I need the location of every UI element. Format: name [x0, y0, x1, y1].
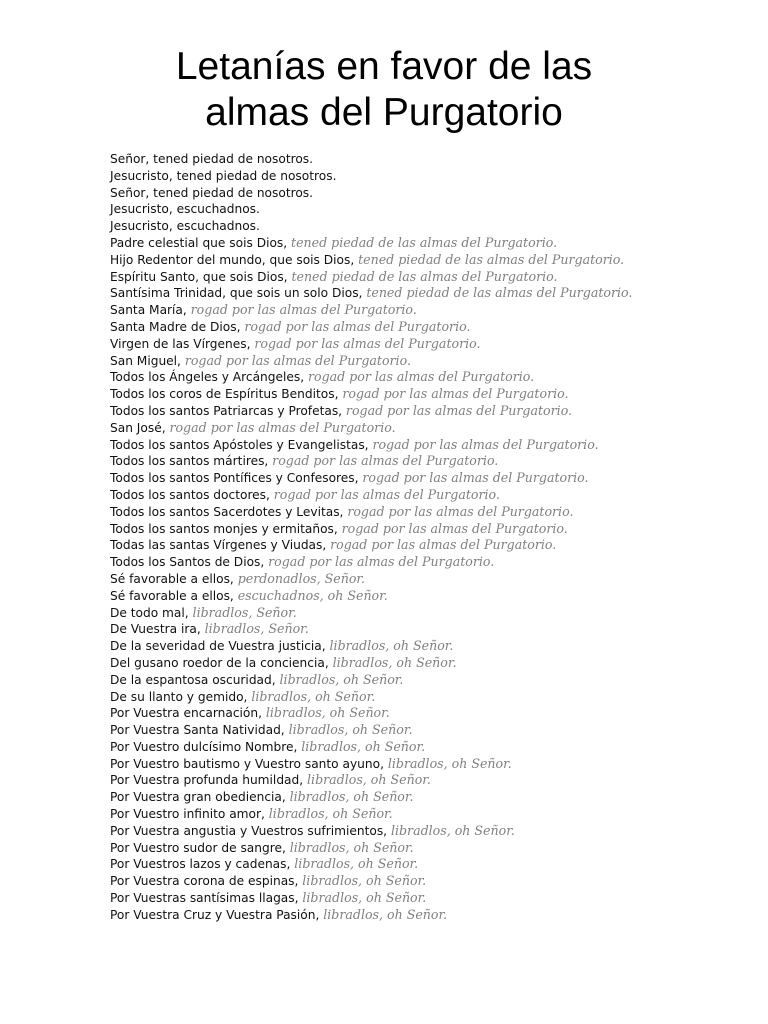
response-text: libradlos, oh Señor.	[332, 654, 457, 670]
invocation-text: Del gusano roedor de la conciencia,	[110, 655, 333, 670]
response-text: rogad por las almas del Purgatorio.	[268, 554, 495, 570]
invocation-text: Por Vuestra encarnación,	[110, 706, 266, 721]
response-text: tened piedad de las almas del Purgatorio.	[358, 251, 625, 267]
response-text: rogad por las almas del Purgatorio.	[347, 503, 574, 519]
litany-line	[110, 739, 750, 756]
response-text: rogad por las almas del Purgatorio.	[362, 470, 589, 486]
litany-line	[110, 722, 750, 739]
invocation-text: De la espantosa oscuridad,	[110, 672, 280, 687]
litany-line	[110, 185, 750, 202]
litany-line	[110, 689, 750, 706]
invocation-text: Todos los santos Sacerdotes y Levitas,	[110, 504, 348, 519]
response-text: libradlos, oh Señor.	[307, 772, 431, 788]
response-text: rogad por las almas del Purgatorio.	[190, 302, 417, 318]
litany-line	[110, 336, 750, 353]
litany-line	[110, 285, 750, 302]
invocation-text: Todos los coros de Espíritus Benditos,	[110, 387, 343, 402]
title-line-2: almas del Purgatorio	[205, 91, 563, 134]
invocation-text: Virgen de las Vírgenes,	[110, 336, 255, 351]
litany-line	[110, 772, 750, 789]
litany-line	[110, 705, 750, 722]
invocation-text: Todos los santos Pontífices y Confesores,	[110, 471, 363, 486]
invocation-text: Todas las santas Vírgenes y Viudas,	[110, 538, 331, 553]
response-text: rogad por las almas del Purgatorio.	[330, 537, 557, 553]
response-text: libradlos, oh Señor.	[302, 873, 427, 889]
response-text: libradlos, oh Señor.	[265, 705, 390, 721]
litany-line	[110, 638, 750, 655]
invocation-text: Jesucristo, escuchadnos.	[110, 202, 260, 217]
response-text: rogad por las almas del Purgatorio.	[308, 369, 535, 385]
response-text: libradlos, oh Señor.	[329, 638, 454, 654]
invocation-text: Sé favorable a ellos,	[110, 571, 238, 586]
response-text: rogad por las almas del Purgatorio.	[254, 335, 481, 351]
response-text: libradlos, oh Señor.	[251, 688, 376, 704]
litany-line	[110, 672, 750, 689]
litany-line	[110, 437, 750, 454]
litany-line	[110, 655, 750, 672]
litany-line	[110, 168, 750, 185]
invocation-text: Por Vuestra corona de espinas,	[110, 874, 303, 889]
response-text: libradlos, oh Señor.	[289, 839, 414, 855]
response-text: rogad por las almas del Purgatorio.	[272, 453, 499, 469]
response-text: rogad por las almas del Purgatorio.	[273, 486, 500, 502]
litany-line	[110, 420, 750, 437]
invocation-text: Señor, tened piedad de nosotros.	[110, 185, 314, 200]
response-text: tened piedad de las almas del Purgatorio.	[291, 234, 558, 250]
litany-line	[110, 269, 750, 286]
litany-line	[110, 504, 750, 521]
response-text: rogad por las almas del Purgatorio.	[184, 352, 411, 368]
response-text: libradlos, oh Señor.	[268, 806, 393, 822]
litany-line	[110, 840, 750, 857]
litany-line	[110, 201, 750, 218]
response-text: libradlos, oh Señor.	[289, 789, 414, 805]
litany-line	[110, 353, 750, 370]
litany-line	[110, 823, 750, 840]
page-title	[0, 44, 768, 136]
litany-line	[110, 386, 750, 403]
litany-line	[110, 470, 750, 487]
invocation-text: Espíritu Santo, que sois Dios,	[110, 269, 292, 284]
invocation-text: Por Vuestra angustia y Vuestros sufrimientos,	[110, 823, 391, 838]
response-text: libradlos, oh Señor.	[301, 738, 426, 754]
litany-line	[110, 319, 750, 336]
invocation-text: Por Vuestro sudor de sangre,	[110, 840, 290, 855]
invocation-text: Todos los santos Patriarcas y Profetas,	[110, 403, 346, 418]
invocation-text: Todos los santos mártires,	[110, 454, 273, 469]
invocation-text: De Vuestra ira,	[110, 622, 205, 637]
invocation-text: Por Vuestra Santa Natividad,	[110, 723, 289, 738]
invocation-text: Todos los Santos de Dios,	[110, 555, 269, 570]
response-text: libradlos, Señor.	[192, 604, 297, 620]
invocation-text: Por Vuestra profunda humildad,	[110, 773, 308, 788]
invocation-text: Todos los Ángeles y Arcángeles,	[110, 370, 308, 385]
litany-line	[110, 235, 750, 252]
invocation-text: De todo mal,	[110, 605, 193, 620]
response-text: libradlos, oh Señor.	[294, 856, 419, 872]
response-text: libradlos, oh Señor.	[387, 755, 512, 771]
invocation-text: Santísima Trinidad, que sois un solo Dios,	[110, 286, 367, 301]
invocation-text: De su llanto y gemido,	[110, 689, 252, 704]
litany-line	[110, 218, 750, 235]
invocation-text: Santa Madre de Dios,	[110, 319, 245, 334]
litany-line	[110, 856, 750, 873]
invocation-text: Por Vuestro infinito amor,	[110, 807, 269, 822]
litany-list	[110, 151, 750, 924]
litany-line	[110, 571, 750, 588]
invocation-text: Por Vuestro dulcísimo Nombre,	[110, 739, 302, 754]
invocation-text: San Miguel,	[110, 353, 185, 368]
invocation-text: Por Vuestra gran obediencia,	[110, 790, 290, 805]
litany-line	[110, 621, 750, 638]
litany-line	[110, 537, 750, 554]
invocation-text: Jesucristo, tened piedad de nosotros.	[110, 168, 337, 183]
invocation-text: Jesucristo, escuchadnos.	[110, 219, 260, 234]
response-text: rogad por las almas del Purgatorio.	[341, 520, 568, 536]
title-line-1: Letanías en favor de las	[175, 45, 593, 88]
litany-line	[110, 588, 750, 605]
invocation-text: De la severidad de Vuestra justicia,	[110, 639, 330, 654]
litany-line	[110, 806, 750, 823]
invocation-text: Hijo Redentor del mundo, que sois Dios,	[110, 252, 359, 267]
response-text: tened piedad de las almas del Purgatorio.	[366, 285, 633, 301]
litany-line	[110, 302, 750, 319]
invocation-text: Por Vuestra Cruz y Vuestra Pasión,	[110, 907, 324, 922]
response-text: libradlos, oh Señor.	[390, 822, 515, 838]
litany-line	[110, 487, 750, 504]
litany-line	[110, 907, 750, 924]
response-text: escuchadnos, oh Señor.	[237, 587, 388, 603]
response-text: libradlos, oh Señor.	[288, 722, 413, 738]
response-text: rogad por las almas del Purgatorio.	[345, 402, 573, 418]
litany-line	[110, 151, 750, 168]
response-text: libradlos, oh Señor.	[279, 671, 404, 687]
invocation-text: Todos los santos Apóstoles y Evangelistas,	[110, 437, 373, 452]
invocation-text: Por Vuestros lazos y cadenas,	[110, 857, 295, 872]
litany-line	[110, 554, 750, 571]
invocation-text: Padre celestial que sois Dios,	[110, 235, 292, 250]
invocation-text: Todos los santos doctores,	[110, 487, 274, 502]
response-text: rogad por las almas del Purgatorio.	[342, 386, 569, 402]
response-text: rogad por las almas del Purgatorio.	[372, 436, 599, 452]
response-text: perdonadlos, Señor.	[237, 570, 366, 586]
litany-line	[110, 756, 750, 773]
invocation-text: San José,	[110, 420, 170, 435]
response-text: rogad por las almas del Purgatorio.	[169, 419, 396, 435]
response-text: libradlos, Señor.	[204, 621, 309, 637]
response-text: libradlos, oh Señor.	[323, 906, 448, 922]
invocation-text: Santa María,	[110, 303, 191, 318]
litany-line	[110, 873, 750, 890]
litany-line	[110, 252, 750, 269]
response-text: libradlos, oh Señor.	[302, 890, 427, 906]
litany-line	[110, 789, 750, 806]
response-text: rogad por las almas del Purgatorio.	[244, 318, 471, 334]
litany-line	[110, 453, 750, 470]
invocation-text: Sé favorable a ellos,	[110, 588, 238, 603]
invocation-text: Señor, tened piedad de nosotros.	[110, 152, 314, 166]
invocation-text: Todos los santos monjes y ermitaños,	[110, 521, 342, 536]
litany-line	[110, 605, 750, 622]
litany-line	[110, 521, 750, 538]
response-text: tened piedad de las almas del Purgatorio.	[291, 268, 558, 284]
litany-line	[110, 890, 750, 907]
invocation-text: Por Vuestras santísimas llagas,	[110, 891, 303, 906]
litany-line	[110, 369, 750, 386]
invocation-text: Por Vuestro bautismo y Vuestro santo ayuno,	[110, 756, 388, 771]
litany-line	[110, 403, 750, 420]
